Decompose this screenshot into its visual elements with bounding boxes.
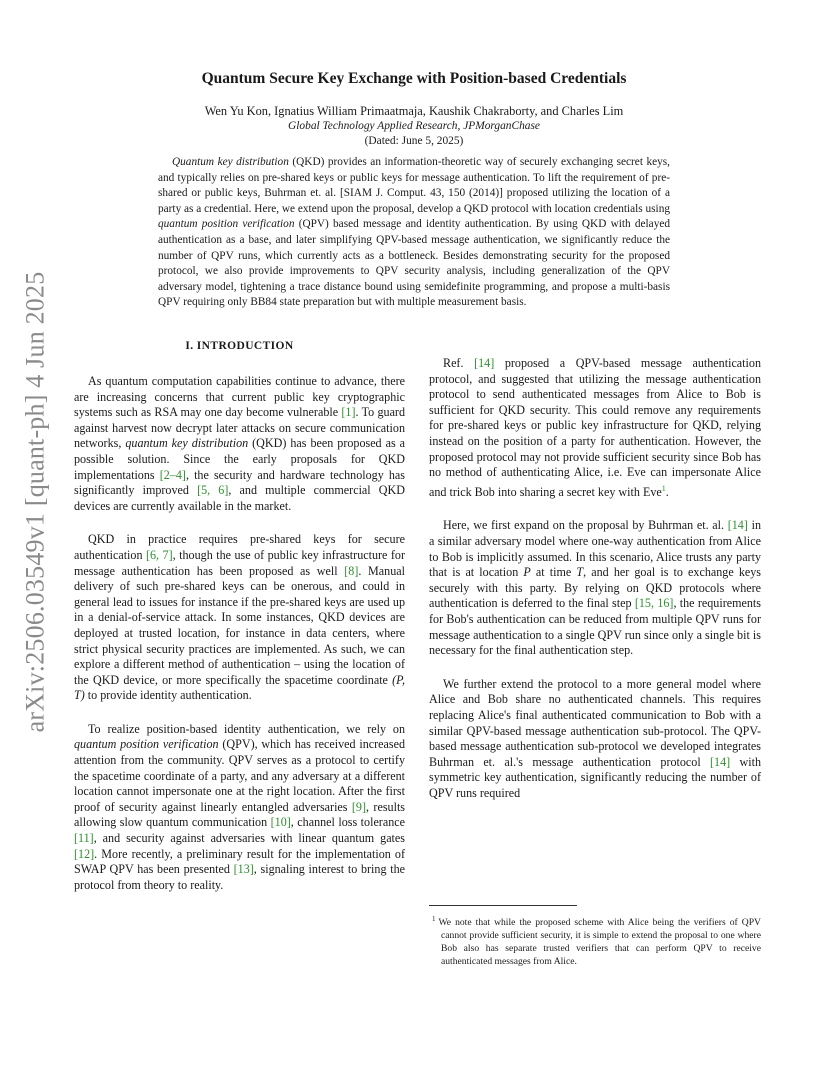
intro-paragraph-5 xyxy=(429,518,761,658)
abstract-text-1: (QKD) provides an information-theoretic way of securely exchanging secret keys, and typically relies on pre-shared keys or public keys for message authentication. To lift the requirement of pre-shared or public keys, Buhrman et. al. [SIAM J. Comput. 43, 150 (2014)] proposed utilizing the location of a party as a credential. Here, we extend upon the proposal, develop a QKD protocol with location credentials using xyxy=(158,156,671,215)
text-run: , and multiple commercial QKD devices are currently available in the market. xyxy=(74,483,405,513)
text-run: (QKD) has been proposed as a possible solution. Since the early proposals for QKD implementations xyxy=(74,436,405,482)
intro-paragraph-6 xyxy=(429,677,761,802)
footnote-1 xyxy=(429,913,761,968)
citation-link[interactable]: [13] xyxy=(233,862,254,877)
text-run: . To guard against harvest now decrypt later attacks on secure communication networks, xyxy=(74,405,406,451)
citation-link[interactable]: [11] xyxy=(74,831,94,846)
citation-link[interactable]: [14] xyxy=(474,356,495,370)
text-run: (QPV), which has received increased attention from the community. QPV serves as a protocol to certify the spacetime coordinate of a party, and any adversary at a different location cannot impersonate one at the right location. After the first proof of security against linearly entangled adversaries xyxy=(74,737,405,814)
text-run: , the requirements for Bob's authentication can be reduced from multiple QPV runs for message authentication to a single QPV run since only a single bit is necessary for the final authentication step. xyxy=(429,596,761,658)
text-run: . Manual delivery of such pre-shared keys can be onerous, and could in general lead to issues for instance if the pre-shared keys are used up in a denial-of-service attack. In some instances, QKD devices are deployed at trusted location, for instance in data centers, where strict physical security practices are implemented. As such, we can explore a different method of authentication – using the location of the QKD device, or more specifically the spacetime coordinate xyxy=(74,563,405,687)
text-run: Here, we first expand on the proposal by Buhrman et. al. xyxy=(443,518,728,533)
paper-title: Quantum Secure Key Exchange with Position-based Credentials xyxy=(201,70,627,87)
intro-paragraph-4 xyxy=(429,356,761,500)
text-run: , the security and hardware technology has significantly improved xyxy=(74,467,405,498)
term-qpv: quantum position verification xyxy=(74,737,219,752)
text-run: , though the use of public key infrastructure for message authentication has been proposed as well xyxy=(74,547,405,578)
citation-link[interactable]: [15, 16] xyxy=(634,596,674,611)
footnote-rule xyxy=(429,905,577,906)
citation-link[interactable]: [14] xyxy=(710,754,731,769)
citation-link[interactable]: [14] xyxy=(727,518,748,533)
citation-link[interactable]: [5, 6] xyxy=(197,483,229,498)
intro-paragraph-3 xyxy=(74,722,405,894)
text-run: . More recently, a preliminary result for the implementation of SWAP QPV has been presented xyxy=(74,846,405,877)
abstract xyxy=(158,155,670,311)
citation-link[interactable]: [8] xyxy=(344,563,359,578)
citation-link[interactable]: [10] xyxy=(270,815,291,830)
text-run: , and her goal is to exchange keys securely with this party. By relying on QKD protocols where authentication is deferred to the final step xyxy=(429,565,761,611)
spacetime-coordinate: (P, T) xyxy=(74,672,405,703)
citation-link[interactable]: [6, 7] xyxy=(145,547,173,562)
term-qkd: quantum key distribution xyxy=(125,436,249,451)
abstract-term-qpv: quantum position verification xyxy=(158,218,295,231)
text-run: As quantum computation capabilities continue to advance, there are increasing concerns that current public key cryptographic systems such as RSA may one day become vulnerable xyxy=(74,374,405,420)
text-run: with symmetric key authentication, significantly reducing the number of QPV runs required xyxy=(429,754,761,800)
text-run: . xyxy=(665,484,669,499)
text-run: in a similar adversary model where one-way authentication from Alice to Bob is implicitly assumed. In this scenario, Alice trusts any party that is at location xyxy=(429,518,761,580)
text-run: , channel loss tolerance xyxy=(290,815,405,830)
left-column xyxy=(74,340,405,911)
text-run: , signaling interest to bring the protocol from theory to reality. xyxy=(74,862,405,892)
text-run: To realize position-based identity authentication, we rely on xyxy=(88,721,405,736)
citation-link[interactable]: [1] xyxy=(341,405,356,420)
intro-paragraph-2 xyxy=(74,532,405,704)
text-run: to provide identity authentication. xyxy=(84,688,252,703)
text-run: proposed a QPV-based message authentication protocol, and suggested that utilizing the message authentication protocol to send authenticated messages from Alice to Bob is sufficient for QKD security. This could remove any requirements for pre-shared keys or public key infrastructure for QKD, relying instead on the position of a party for authentication. However, the proposed protocol may not provide sufficient security since Bob has no method of authenticating Alice, i.e. Eve can impersonate Alice and trick Bob into sharing a secret key with Eve xyxy=(429,356,761,499)
citation-link[interactable]: [12] xyxy=(74,846,95,861)
citation-link[interactable]: [9] xyxy=(351,799,367,814)
intro-paragraph-1 xyxy=(74,374,405,514)
footnote-marker[interactable]: 1 xyxy=(661,483,666,493)
author-list: Wen Yu Kon, Ignatius William Primaatmaja, Kaushik Chakraborty, and Charles Lim xyxy=(204,104,624,118)
text-run: at time xyxy=(530,565,577,580)
text-run: Ref. xyxy=(443,356,475,370)
math-symbol-p: P xyxy=(523,565,531,580)
text-run: We further extend the protocol to a more general model where Alice and Bob share no authenticated channels. This requires replacing Alice's final authenticated communication to Bob with a similar QPV-based message authentication sub-protocol. The QPV-based message authentication sub-protocol we developed integrates Buhrman et. al.'s message authentication protocol xyxy=(429,676,761,769)
text-run: , and security against adversaries with linear quantum gates xyxy=(93,831,405,846)
text-run: QKD in practice requires pre-shared keys for secure authentication xyxy=(74,532,405,562)
math-symbol-t: T xyxy=(576,565,584,580)
right-column xyxy=(429,356,761,819)
footnote-mark: 1 xyxy=(432,915,436,923)
date-line: (Dated: June 5, 2025) xyxy=(364,135,464,147)
citation-link[interactable]: [2–4] xyxy=(159,467,186,482)
footnote-text: We note that while the proposed scheme with Alice being the verifiers of QPV cannot provide sufficient security, it is simple to extend the proposal to one where Bob also has separate trusted verifiers that can perform QPV to receive authenticated messages from Alice. xyxy=(438,917,761,967)
section-heading-introduction: I. INTRODUCTION xyxy=(185,340,294,352)
arxiv-identifier-text: arXiv:2506.03549v1 [quant-ph] 4 Jun 2025 xyxy=(20,271,49,733)
abstract-term-qkd: Quantum key distribution xyxy=(172,156,289,168)
text-run: , results allowing slow quantum communication xyxy=(74,799,406,830)
affiliation: Global Technology Applied Research, JPMorganChase xyxy=(288,120,540,132)
arxiv-identifier xyxy=(18,271,52,733)
abstract-text-2: (QPV) based message and identity authentication. By using QKD with delayed authentication as a base, and later simplifying QPV-based message authentication, we significantly reduce the number of QPV runs, which currently acts as a bottleneck. Besides demonstrating security for the proposed protocol, we also provide improvements to QPV security analysis, including generalization of the QPV adversary model, tightening a trace distance bound using semidefinite programming, and propose a multi-basis QPV requiring only BB84 state preparation but with multiple measurement basis. xyxy=(158,218,671,309)
